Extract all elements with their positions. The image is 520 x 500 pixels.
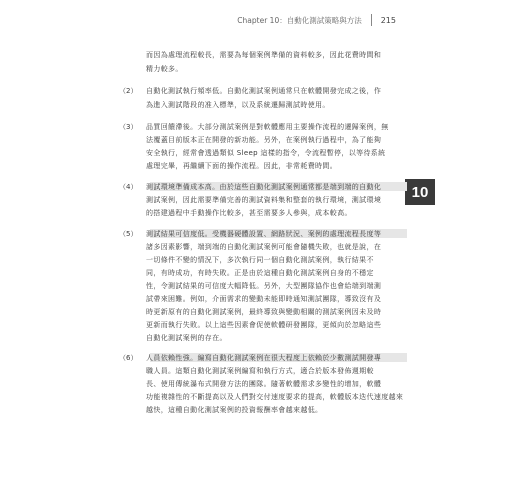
item-line: 越快，這種自動化測試案例的投資報酬率會越來越低。 (146, 406, 323, 414)
item-line: 諸多因素影響，端到端的自動化測試案例可能會隨機失敗，也就是說，在 (146, 243, 382, 251)
item-line: 測試結果可信度低。受機器硬體設置、網路狀況、案例的處理流程長度等 (146, 230, 382, 238)
chapter-side-tab: 10 (405, 179, 435, 205)
item-line: 法覆蓋目前版本正在開發的新功能。另外，在案例執行過程中，為了能夠 (146, 136, 382, 144)
page-number: 215 (380, 15, 396, 25)
intro-line: 而因為處理流程較長，需要為每個案例準備的資料較多，因此花費時間和 (146, 51, 382, 59)
item-line: 為進入測試階段的准入標準，以及系統遷歸測試時使用。 (146, 101, 330, 109)
item-line: 安全執行，經常會透過類似 Sleep 這樣的指令，令流程暫停，以等待系統 (146, 149, 386, 157)
item-line: 同，有時成功，有時失敗。正是由於這種自動化測試案例自身的不穩定 (146, 269, 374, 277)
item-number: （4） (119, 183, 138, 191)
item-line: 的搭建過程中手動操作比較多，甚至需要多人參與，成本較高。 (146, 209, 352, 217)
item-line: 更新而執行失敗。以上這些因素會促使軟體研發團隊，更傾向於忽略這些 (146, 321, 382, 329)
item-line: 人員依賴性強。編寫自動化測試案例在很大程度上依賴於少數測試開發專 (146, 354, 382, 362)
item-line: 長、使用傳統瀑布式開發方法的團隊。隨著軟體需求多變性的增加，軟體 (146, 380, 382, 388)
item-line: 職人員。這類自動化測試案例編寫和執行方式，適合於版本發佈週期較 (146, 367, 374, 375)
item-line: 功能複雜性的不斷提高以及人們對交付速度要求的提高，軟體版本迭代速度越來 (146, 393, 404, 401)
item-line: 品質回饋滯後。大部分測試案例是對軟體應用主要操作流程的遷歸案例，無 (146, 123, 389, 131)
item-line: 處理完畢，再繼續下面的操作流程。因此，非常耗費時間。 (146, 162, 338, 170)
intro-line: 精力較多。 (146, 65, 183, 73)
item-line: 時更新原有的自動化測試案例，最終導致與變動相關的測試案例因未及時 (146, 308, 382, 316)
item-number: （5） (119, 230, 138, 238)
chapter-title: Chapter 10：自動化測試策略與方法 (237, 15, 362, 25)
item-line: 試帶來困難。例如，介面需求的變動未能即時通知測試團隊，導致沒有及 (146, 295, 382, 303)
item-line: 一切條件不變的情況下，多次執行同一個自動化測試案例，執行結果不 (146, 256, 374, 264)
item-line: 性，令測試結果的可信度大幅降低。另外，大型團隊協作也會給端到端測 (146, 282, 382, 290)
item-line: 測試案例，因此需要準備完善的測試資料集和整套的執行環境，測試環境 (146, 196, 382, 204)
item-number: （3） (119, 123, 138, 131)
item-number: （2） (119, 87, 138, 95)
item-number: （6） (119, 354, 138, 362)
item-line: 測試環境準備成本高。由於這些自動化測試案例通常都是端到端的自動化 (146, 183, 382, 191)
item-line: 自動化測試執行頻率低。自動化測試案例通常只在軟體開發完成之後，作 (146, 87, 382, 95)
item-line: 自動化測試案例的存在。 (146, 334, 227, 342)
